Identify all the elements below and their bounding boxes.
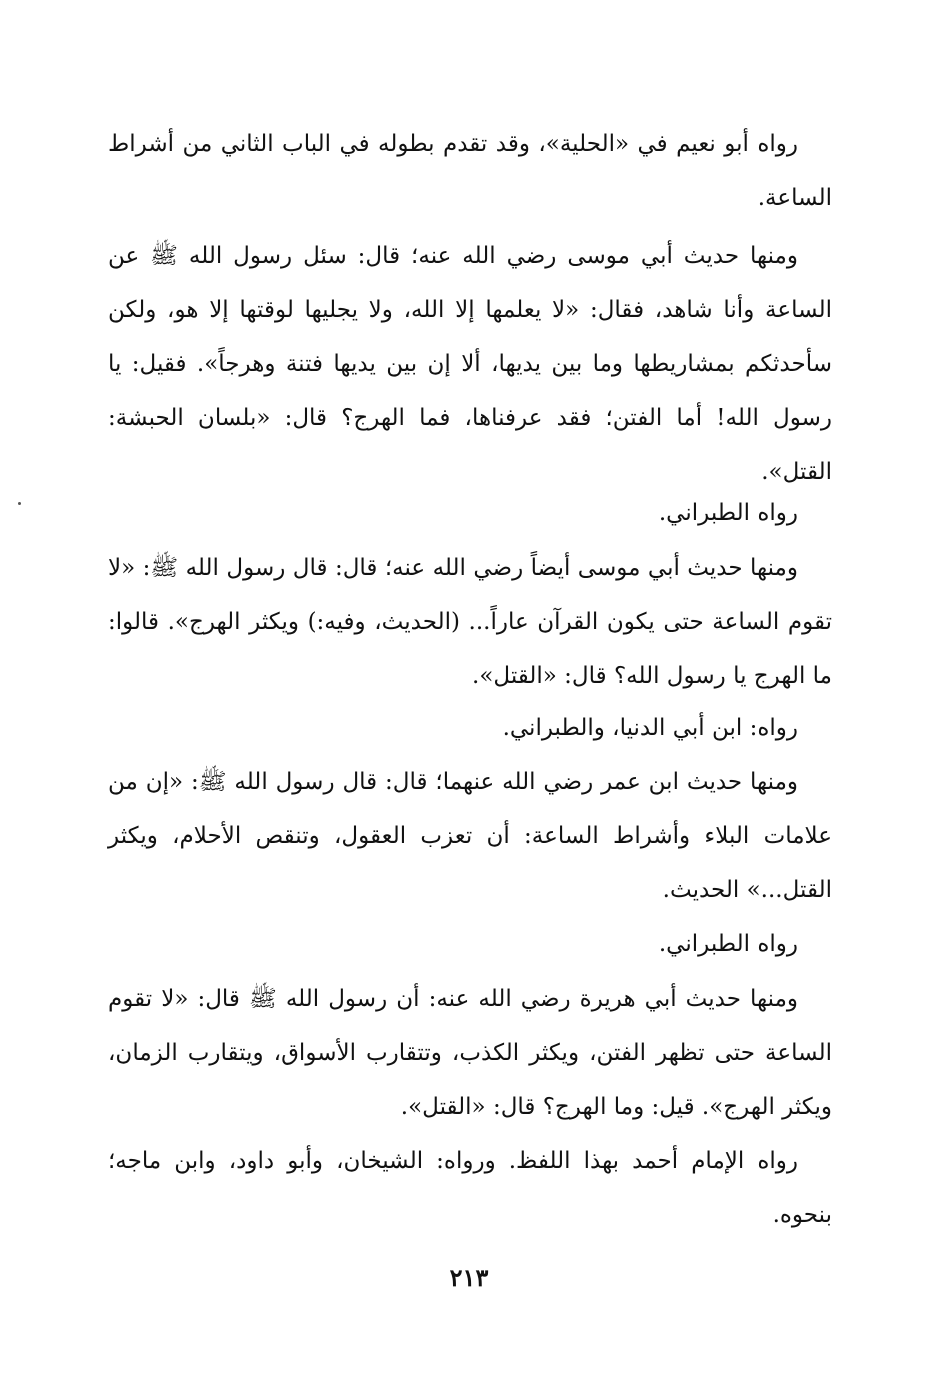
paragraph-text: رواه الإمام أحمد بهذا اللفظ. ورواه: الشيخان، وأبو داود، وابن ماجه؛ بنحوه.	[108, 1148, 832, 1228]
paragraph-5	[108, 701, 832, 755]
paragraph-text: ومنها حديث أبي موسى أيضاً رضي الله عنه؛ قال: قال رسول الله ﷺ: «لا تقوم الساعة حتى يكون القرآن عاراً... (الحديث، وفيه:) ويكثر الهرج». قالوا: ما الهرج يا رسول الله؟ قال: «القتل».	[108, 555, 832, 689]
paragraph-text: رواه: ابن أبي الدنيا، والطبراني.	[502, 715, 798, 741]
paragraph-6	[108, 755, 832, 917]
paragraph-text: ومنها حديث أبي موسى رضي الله عنه؛ قال: سئل رسول الله ﷺ عن الساعة وأنا شاهد، فقال: «لا يعلمها إلا الله، ولا يجليها لوقتها إلا هو، ولكن سأحدثكم بمشاريطها وما بين يديها، ألا إن بين يديها فتنة وهرجاً». فقيل: يا رسول الله! أما الفتن؛ فقد عرفناها، فما الهرج؟ قال: «بلسان الحبشة: القتل».	[108, 243, 832, 485]
paragraph-4	[108, 541, 832, 703]
paragraph-text: ومنها حديث ابن عمر رضي الله عنهما؛ قال: قال رسول الله ﷺ: «إن من علامات البلاء وأشراط الساعة: أن تعزب العقول، وتنقص الأحلام، ويكثر القتل...» الحديث.	[108, 769, 832, 903]
paragraph-9	[108, 1134, 832, 1242]
paragraph-text: رواه الطبراني.	[658, 500, 798, 526]
scan-speck	[18, 502, 21, 505]
paragraph-8	[108, 972, 832, 1134]
page-number: ٢١٣	[449, 1263, 489, 1292]
paragraph-text: رواه الطبراني.	[658, 931, 798, 957]
paragraph-text: رواه أبو نعيم في «الحلية»، وقد تقدم بطوله في الباب الثاني من أشراط الساعة.	[108, 131, 832, 211]
paragraph-3	[108, 486, 832, 540]
paragraph-2	[108, 229, 832, 499]
paragraph-1	[108, 117, 832, 225]
paragraph-text: ومنها حديث أبي هريرة رضي الله عنه: أن رسول الله ﷺ قال: «لا تقوم الساعة حتى تظهر الفتن، ويكثر الكذب، وتتقارب الأسواق، ويتقارب الزمان، ويكثر الهرج». قيل: وما الهرج؟ قال: «القتل».	[108, 986, 832, 1120]
paragraph-7	[108, 917, 832, 971]
